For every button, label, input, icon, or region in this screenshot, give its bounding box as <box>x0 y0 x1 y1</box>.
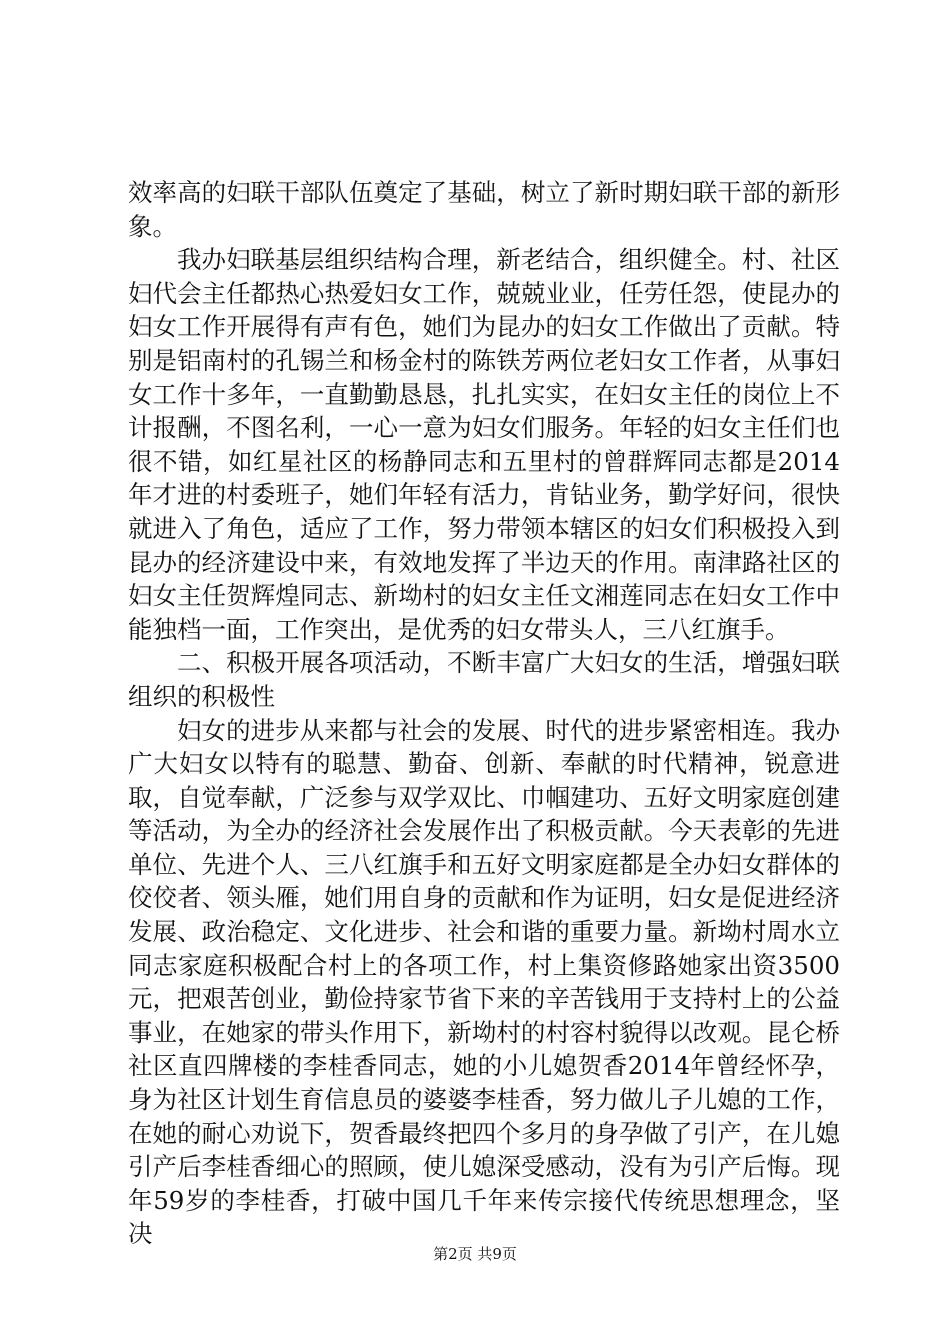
paragraph-3: 妇女的进步从来都与社会的发展、时代的进步紧密相连。我办广大妇女以特有的聪慧、勤奋、创新、奉献的时代精神，锐意进取，自觉奉献，广泛参与双学双比、巾帼建功、五好文明家庭创建等活动，为全办的经济社会发展作出了积极贡献。今天表彰的先进单位、先进个人、三八红旗手和五好文明家庭都是全办妇女群体的佼佼者、领头雁，她们用自身的贡献和作为证明，妇女是促进经济发展、政治稳定、文化进步、社会和谐的重要力量。新坳村周水立同志家庭积极配合村上的各项工作，村上集资修路她家出资3500元，把艰苦创业，勤俭持家节省下来的辛苦钱用于支持村上的公益事业，在她家的带头作用下，新坳村的村容村貌得以改观。昆仑桥社区直四牌楼的李桂香同志，她的小儿媳贺香2014年曾经怀孕，身为社区计划生育信息员的婆婆李桂香，努力做儿子儿媳的工作，在她的耐心劝说下，贺香最终把四个多月的身孕做了引产，在儿媳引产后李桂香细心的照顾，使儿媳深受感动，没有为引产后悔。现年59岁的李桂香，打破中国几千年来传宗接代传统思想理念，坚决 <box>128 715 840 1249</box>
paragraph-1: 效率高的妇联干部队伍奠定了基础，树立了新时期妇联干部的新形象。 <box>128 178 840 241</box>
paragraph-2: 我办妇联基层组织结构合理，新老结合，组织健全。村、社区妇代会主任都热心热爱妇女工作，兢兢业业，任劳任怨，使昆办的妇女工作开展得有声有色，她们为昆办的妇女工作做出了贡献。特别是铝南村的孔锡兰和杨金村的陈铁芳两位老妇女工作者，从事妇女工作十多年，一直勤勤恳恳，扎扎实实，在妇女主任的岗位上不计报酬，不图名利，一心一意为妇女们服务。年轻的妇女主任们也很不错，如红星社区的杨静同志和五里村的曾群辉同志都是2014年才进的村委班子，她们年轻有活力，肯钻业务，勤学好问，很快就进入了角色，适应了工作，努力带领本辖区的妇女们积极投入到昆办的经济建设中来，有效地发挥了半边天的作用。南津路社区的妇女主任贺辉煌同志、新坳村的妇女主任文湘莲同志在妇女工作中能独档一面，工作突出，是优秀的妇女带头人，三八红旗手。 <box>128 245 840 644</box>
page-footer: 第2页 共9页 <box>433 1245 517 1263</box>
section-heading: 二、积极开展各项活动，不断丰富广大妇女的生活，增强妇联组织的积极性 <box>128 648 840 711</box>
document-body <box>128 176 840 1251</box>
